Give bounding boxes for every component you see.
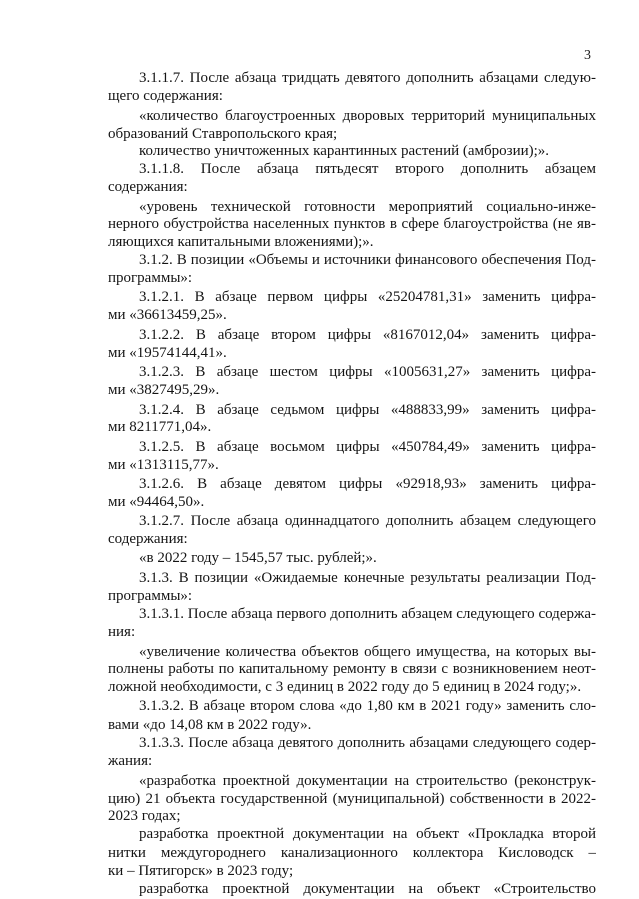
text-line-content: ми «1313115,77». [108, 457, 219, 473]
text-line-content: ки – Пятигорск» в 2023 году; [108, 863, 294, 879]
text-line [0, 825, 639, 844]
text-line [0, 605, 639, 624]
text-line-content: щего содержания: [108, 88, 223, 104]
text-line [0, 880, 639, 899]
text-line [0, 233, 639, 252]
text-line-content: 3.1.2. В позиции «Объемы и источники финансового обеспечения Под- [139, 252, 596, 268]
text-line-content: 2023 годах; [108, 808, 181, 824]
text-line-content: 3.1.2.4. В абзаце седьмом цифры «488833,99» заменить цифра- [139, 402, 596, 418]
text-line [0, 142, 639, 161]
text-line [0, 493, 639, 512]
text-line-content: ми «3827495,29». [108, 382, 220, 398]
text-line-content: 3.1.2.1. В абзаце первом цифры «25204781,31» заменить цифра- [139, 289, 596, 305]
text-line-content: программы»: [108, 588, 193, 604]
text-line [0, 306, 639, 325]
text-line [0, 807, 639, 826]
text-line-content: ми «94464,50». [108, 494, 205, 510]
text-line [0, 530, 639, 549]
text-line-content: образований Ставропольского края; [108, 126, 338, 142]
text-line-content: ми 8211771,04». [108, 419, 212, 435]
text-line-content: содержания: [108, 179, 188, 195]
text-line [0, 381, 639, 400]
text-line [0, 326, 639, 345]
text-line [0, 178, 639, 197]
text-line [0, 772, 639, 791]
text-line [0, 697, 639, 716]
text-line-content: ложной необходимости, с 3 единиц в 2022 году до 5 единиц в 2024 году;». [108, 679, 582, 695]
text-line [0, 363, 639, 382]
text-line-content: жания: [108, 753, 153, 769]
text-line [0, 215, 639, 234]
text-line [0, 160, 639, 179]
text-line [0, 475, 639, 494]
text-line-content: нитки междугороднего канализационного коллектора Кисловодск – [108, 845, 596, 861]
text-line [0, 862, 639, 881]
text-line-content: 3.1.3.3. После абзаца девятого дополнить абзацами следующего содер- [139, 735, 596, 751]
text-line-content: разработка проектной документации на объект «Прокладка второй [139, 826, 596, 842]
text-line [0, 269, 639, 288]
text-line-content: нерного обустройства населенных пунктов в сфере благоустройства (не яв- [108, 216, 596, 232]
text-line-content: 3.1.1.7. После абзаца тридцать девятого дополнить абзацами следую- [139, 70, 596, 86]
text-line-content: ляющихся капитальными вложениями);». [108, 234, 374, 250]
text-line [0, 418, 639, 437]
text-line-content: 3.1.2.5. В абзаце восьмом цифры «450784,49» заменить цифра- [139, 439, 596, 455]
text-line [0, 344, 639, 363]
text-line [0, 623, 639, 642]
text-line-content: ми «19574144,41». [108, 345, 227, 361]
text-line [0, 512, 639, 531]
text-line [0, 438, 639, 457]
text-line-content: «уровень технической готовности мероприятий социально-инже- [139, 199, 596, 215]
text-line-content: 3.1.2.2. В абзаце втором цифры «8167012,04» заменить цифра- [139, 327, 596, 343]
text-line-content: «количество благоустроенных дворовых территорий муниципальных [139, 108, 596, 124]
text-line-content: 3.1.2.6. В абзаце девятом цифры «92918,93» заменить цифра- [139, 476, 596, 492]
text-line [0, 251, 639, 270]
text-line-content: 3.1.3.1. После абзаца первого дополнить абзацем следующего содержа- [139, 606, 596, 622]
text-line [0, 288, 639, 307]
text-line-content: 3.1.3. В позиции «Ожидаемые конечные результаты реализации Под- [139, 570, 596, 586]
text-line [0, 844, 639, 863]
text-line [0, 69, 639, 88]
page-number: 3 [584, 48, 591, 63]
text-line-content: 3.1.3.2. В абзаце втором слова «до 1,80 км в 2021 году» заменить сло- [139, 698, 596, 714]
text-line-content: полнены работы по капитальному ремонту в связи с возникновением неот- [108, 661, 596, 677]
text-line [0, 660, 639, 679]
text-line-content: «увеличение количества объектов общего имущества, на которых вы- [139, 644, 596, 660]
text-line [0, 107, 639, 126]
text-line-content: разработка проектной документации на объект «Строительство [139, 881, 596, 897]
text-line [0, 569, 639, 588]
text-line-content: ми «36613459,25». [108, 307, 227, 323]
text-line [0, 587, 639, 606]
text-line-content: содержания: [108, 531, 188, 547]
text-line [0, 456, 639, 475]
text-line [0, 752, 639, 771]
text-line-content: вами «до 14,08 км в 2022 году». [108, 717, 312, 733]
text-line [0, 87, 639, 106]
text-line [0, 716, 639, 735]
text-line-content: 3.1.2.3. В абзаце шестом цифры «1005631,27» заменить цифра- [139, 364, 596, 380]
text-line-content: «разработка проектной документации на строительство (реконструк- [139, 773, 596, 789]
text-line-content: 3.1.1.8. После абзаца пятьдесят второго дополнить абзацем [139, 161, 596, 177]
text-line [0, 549, 639, 568]
text-line-content: программы»: [108, 270, 193, 286]
text-line-content: цию) 21 объекта государственной (муниципальной) собственности в 2022- [108, 791, 596, 807]
text-line-content: ния: [108, 624, 136, 640]
text-line [0, 678, 639, 697]
text-line-content: количество уничтоженных карантинных растений (амброзии);». [139, 143, 550, 159]
text-line-content: 3.1.2.7. После абзаца одиннадцатого дополнить абзацем следующего [139, 513, 596, 529]
text-line-content: «в 2022 году – 1545,57 тыс. рублей;». [139, 550, 377, 566]
text-line [0, 734, 639, 753]
